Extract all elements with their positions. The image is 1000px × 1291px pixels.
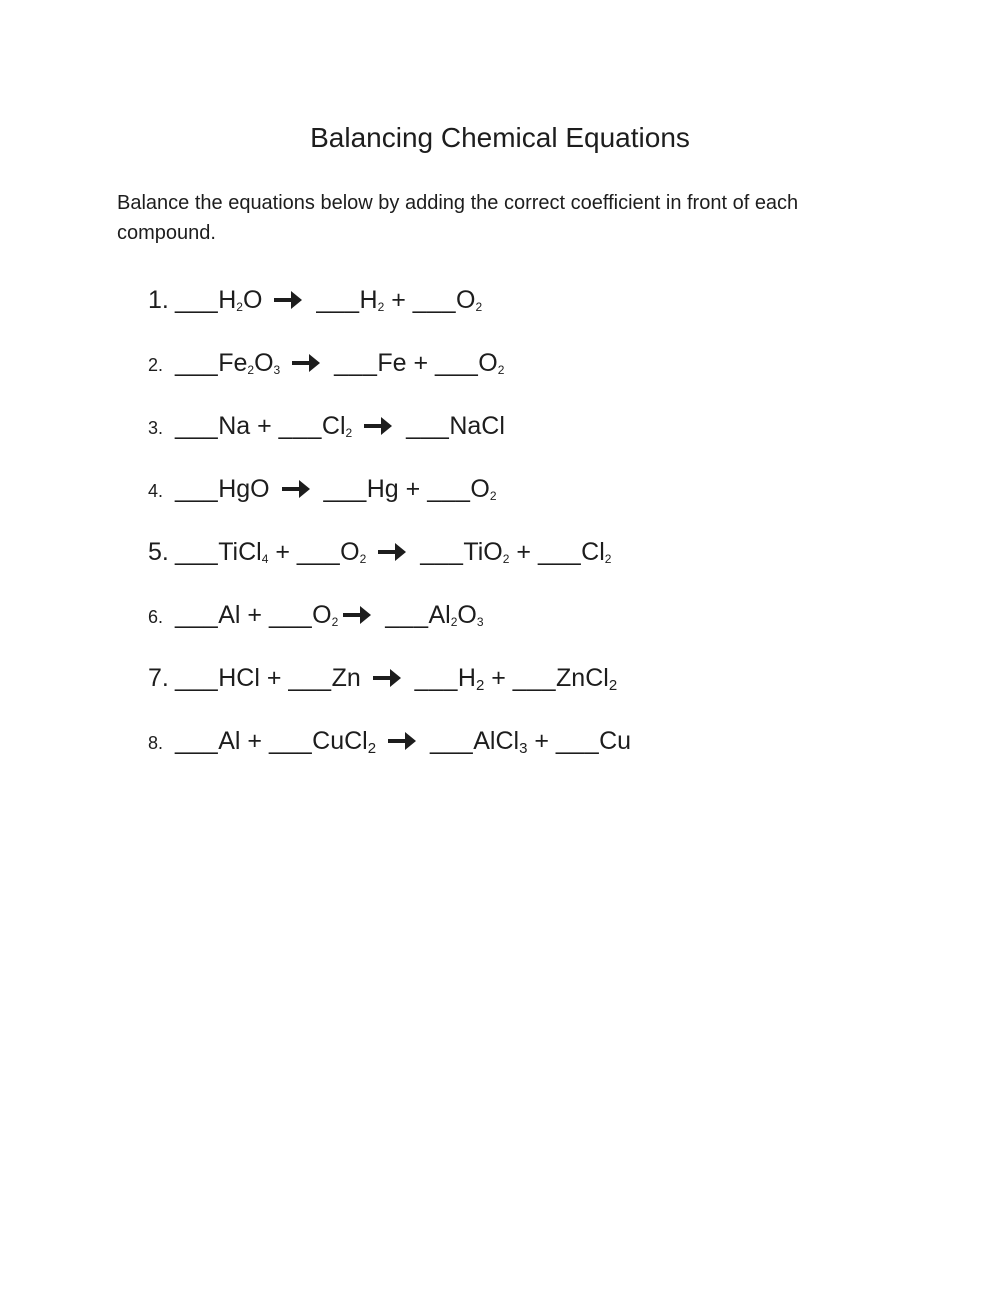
formula-text: HCl +	[218, 664, 289, 692]
formula-text: H	[359, 286, 378, 314]
coefficient-blank[interactable]: ___	[334, 349, 378, 377]
reaction-arrow-icon	[373, 669, 401, 687]
equation-row	[148, 598, 1000, 632]
equation-row	[148, 283, 1000, 317]
coefficient-blank[interactable]: ___	[175, 286, 219, 314]
coefficient-blank[interactable]: ___	[175, 412, 219, 440]
coefficient-blank[interactable]: ___	[175, 601, 219, 629]
formula-text: O	[242, 286, 270, 314]
coefficient-blank[interactable]: ___	[288, 664, 332, 692]
equation-row	[148, 535, 1000, 569]
equation-text	[175, 349, 504, 377]
formula-text: O	[340, 538, 360, 566]
equation-text	[175, 286, 482, 314]
coefficient-blank[interactable]: ___	[278, 412, 322, 440]
equation-row	[148, 472, 1000, 506]
formula-text: +	[527, 727, 556, 755]
equation-text	[175, 601, 484, 629]
formula-text: H	[218, 286, 237, 314]
coefficient-blank[interactable]: ___	[406, 412, 450, 440]
equation-number: 6.	[148, 607, 164, 627]
equation-number: 7.	[148, 664, 169, 692]
formula-text	[376, 727, 383, 755]
formula-text: O	[470, 475, 490, 503]
formula-text	[317, 475, 324, 503]
reaction-arrow-icon	[282, 480, 310, 498]
reaction-arrow-icon	[364, 417, 392, 435]
worksheet-title: Balancing Chemical Equations	[310, 122, 690, 153]
formula-subscript: 2	[475, 677, 485, 694]
formula-subscript: 2	[497, 363, 505, 377]
coefficient-blank[interactable]: ___	[268, 727, 313, 755]
formula-subscript: 2	[502, 552, 510, 566]
formula-text: Cu	[599, 727, 632, 755]
equation-text	[175, 727, 631, 755]
coefficient-blank[interactable]: ___	[435, 349, 479, 377]
formula-text: Al	[428, 601, 451, 629]
formula-subscript: 2	[359, 552, 367, 566]
formula-subscript: 2	[345, 426, 353, 440]
coefficient-blank[interactable]: ___	[296, 538, 341, 566]
formula-text: Al +	[218, 727, 269, 755]
coefficient-blank[interactable]: ___	[555, 727, 600, 755]
formula-text: O	[312, 601, 332, 629]
coefficient-blank[interactable]: ___	[430, 727, 474, 755]
reaction-arrow-icon	[388, 732, 416, 750]
formula-text: Na +	[218, 412, 279, 440]
equation-text	[175, 475, 497, 503]
formula-subscript: 2	[247, 363, 255, 377]
equation-list	[148, 283, 1000, 758]
equation-number: 3.	[148, 418, 164, 438]
instructions-text: Balance the equations below by adding the correct coefficient in front of each compound.	[117, 192, 799, 244]
coefficient-blank[interactable]: ___	[175, 475, 219, 503]
formula-subscript: 2	[450, 615, 458, 629]
coefficient-blank[interactable]: ___	[537, 538, 582, 566]
coefficient-blank[interactable]: ___	[316, 286, 360, 314]
coefficient-blank[interactable]: ___	[512, 664, 557, 692]
coefficient-blank[interactable]: ___	[420, 538, 464, 566]
formula-text	[280, 349, 287, 377]
coefficient-blank[interactable]: ___	[412, 286, 457, 314]
equation-row	[148, 346, 1000, 380]
reaction-arrow-icon	[292, 354, 320, 372]
formula-text	[408, 664, 415, 692]
reaction-arrow-icon	[274, 291, 302, 309]
formula-subscript: 3	[476, 615, 484, 629]
formula-subscript: 2	[489, 489, 497, 503]
reaction-arrow-icon	[378, 543, 406, 561]
equation-row	[148, 409, 1000, 443]
formula-text: NaCl	[449, 412, 505, 440]
equation-number: 4.	[148, 481, 164, 501]
formula-text: Cl	[581, 538, 605, 566]
formula-text: +	[268, 538, 297, 566]
coefficient-blank[interactable]: ___	[323, 475, 367, 503]
formula-text: H	[457, 664, 476, 692]
formula-text: Zn	[331, 664, 368, 692]
formula-subscript: 2	[604, 552, 612, 566]
formula-text: HgO	[218, 475, 277, 503]
formula-text: Cl	[321, 412, 346, 440]
formula-text: +	[484, 664, 513, 692]
formula-text: ZnCl	[556, 664, 609, 692]
formula-subscript: 2	[608, 677, 618, 694]
formula-text	[352, 412, 359, 440]
formula-subscript: 2	[367, 740, 377, 757]
formula-text: O	[457, 601, 477, 629]
formula-text	[423, 727, 430, 755]
formula-text: Al +	[218, 601, 269, 629]
coefficient-blank[interactable]: ___	[175, 727, 219, 755]
formula-text: O	[478, 349, 498, 377]
equation-number: 1.	[148, 286, 169, 314]
equation-text	[175, 412, 505, 440]
equation-text	[175, 538, 611, 566]
coefficient-blank[interactable]: ___	[175, 538, 219, 566]
coefficient-blank[interactable]: ___	[385, 601, 429, 629]
formula-subscript: 3	[519, 740, 528, 757]
formula-subscript: 4	[261, 552, 269, 566]
formula-text: O	[456, 286, 476, 314]
formula-subscript: 3	[273, 363, 281, 377]
formula-text: +	[509, 538, 538, 566]
formula-text: O	[254, 349, 274, 377]
equation-number: 5.	[148, 538, 169, 566]
coefficient-blank[interactable]: ___	[427, 475, 471, 503]
formula-text	[366, 538, 373, 566]
equation-number: 8.	[148, 733, 164, 753]
equation-row	[148, 724, 1000, 758]
formula-subscript: 2	[236, 300, 243, 314]
coefficient-blank[interactable]: ___	[175, 349, 219, 377]
formula-subscript: 2	[331, 615, 339, 629]
formula-text: CuCl	[312, 727, 368, 755]
formula-text: +	[384, 286, 413, 314]
formula-text: TiCl	[218, 538, 262, 566]
equation-number: 2.	[148, 355, 164, 375]
formula-subscript: 2	[377, 300, 385, 314]
coefficient-blank[interactable]: ___	[268, 601, 313, 629]
formula-text: Hg +	[366, 475, 428, 503]
formula-text: AlCl	[473, 727, 520, 755]
formula-subscript: 2	[475, 300, 483, 314]
formula-text: Fe +	[377, 349, 436, 377]
coefficient-blank[interactable]: ___	[175, 664, 219, 692]
formula-text: Fe	[218, 349, 248, 377]
reaction-arrow-icon	[343, 606, 371, 624]
equation-row	[148, 661, 1000, 695]
equation-text	[175, 664, 617, 692]
formula-text: TiO	[463, 538, 503, 566]
coefficient-blank[interactable]: ___	[414, 664, 458, 692]
